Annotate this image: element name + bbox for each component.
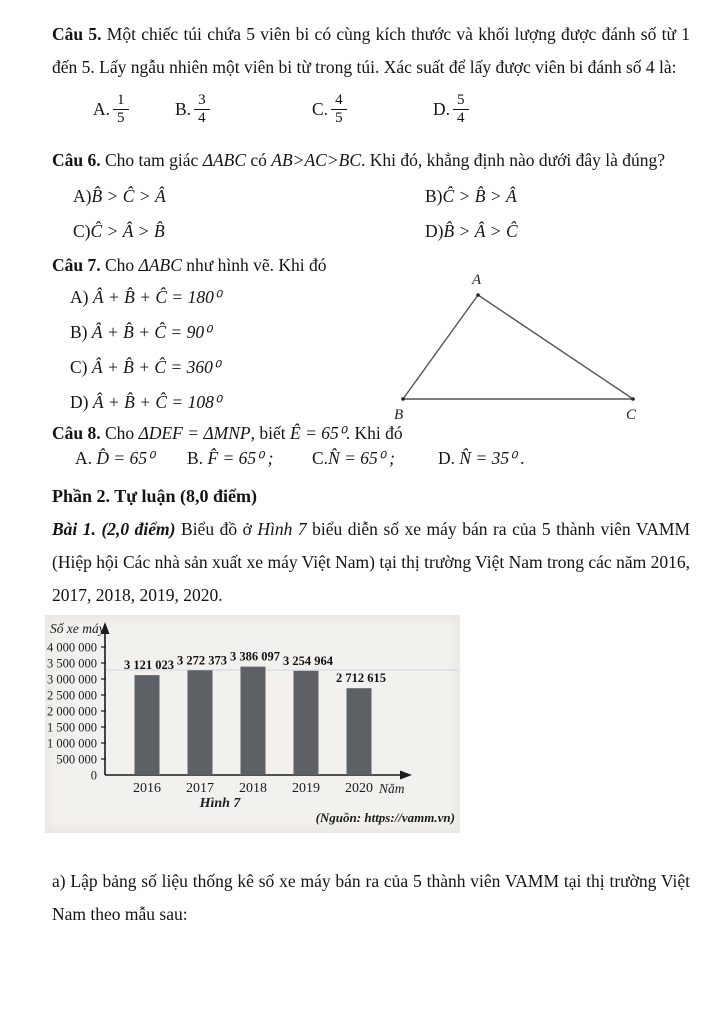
option-c-label: C. (312, 99, 329, 119)
option-c: C.N̂ = 65⁰ ; (312, 448, 396, 468)
part-2-heading: Phần 2. Tự luận (8,0 điểm) (52, 486, 258, 506)
question-8-options (52, 450, 690, 480)
question-5-text: Một chiếc túi chứa 5 viên bi có cùng kích thước và khối lượng được đánh số từ 1 đến 5. Lấy ngẫu nhiên một viên bi từ trong túi. Xác suất để lấy được viên bi đánh số 4 là: (52, 24, 691, 77)
math-expression: Ê = 65⁰ (290, 423, 346, 443)
x-tick-label: 2019 (292, 781, 320, 796)
math-expression: N̂ = 65⁰ ; (328, 448, 396, 468)
option-b: B. F̂ = 65⁰ ; (187, 448, 274, 468)
option-b: B) Â + B̂ + Ĉ = 90⁰ (70, 322, 212, 342)
question-6-text: Cho tam giác (100, 150, 203, 170)
y-tick-label: 0 (90, 768, 97, 783)
fraction (194, 92, 210, 127)
x-tick-label: 2018 (239, 781, 267, 796)
numerator: 5 (453, 92, 469, 110)
y-axis-title: Số xe máy (50, 621, 105, 636)
question-7-label: Câu 7. (52, 255, 101, 275)
question-7: Câu 7. Cho ΔABC như hình vẽ. Khi đó (52, 255, 327, 275)
question-6: Câu 6. Cho tam giác ΔABC có AB>AC>BC. Khi đó, khẳng định nào dưới đây là đúng? (52, 150, 666, 170)
question-8-label: Câu 8. (52, 423, 101, 443)
figure-reference: Hình 7 (257, 519, 307, 539)
denominator: 4 (457, 110, 465, 126)
x-tick-label: 2016 (133, 781, 161, 796)
triangle-symbol: ΔABC (138, 255, 182, 275)
bar-value-label: 3 121 023 (124, 658, 174, 673)
numerator: 3 (194, 92, 210, 110)
fraction (113, 92, 129, 127)
bar-2019 (294, 671, 319, 775)
option-a: A) Â + B̂ + Ĉ = 180⁰ (70, 287, 221, 307)
x-tick-label: 2020 (345, 781, 373, 796)
denominator: 5 (335, 110, 343, 126)
triangle-symbol: ΔABC (202, 150, 247, 170)
vertex-b-dot (401, 397, 405, 401)
option-c (312, 92, 347, 127)
bar-value-label: 3 254 964 (283, 653, 333, 668)
option-c: C) Â + B̂ + Ĉ = 360⁰ (70, 357, 220, 377)
question-6-label: Câu 6. (52, 150, 101, 170)
y-tick-label: 500 000 (56, 752, 97, 767)
problem-1: Bài 1. (2,0 điểm) Biểu đồ ở Hình 7 biểu diễn số xe máy bán ra của 5 thành viên VAMM (Hiệp hội Các nhà sản xuất xe máy Việt Nam) tại thị trường Việt Nam trong các năm 2016, 2017, 2018, 2019, 2020. (52, 519, 691, 605)
math-expression: Â + B̂ + Ĉ = 108⁰ (92, 392, 221, 412)
option-a: A)B̂ > Ĉ > Â (73, 186, 166, 206)
math-expression: Â + B̂ + Ĉ = 90⁰ (91, 322, 212, 342)
fraction (331, 92, 347, 127)
math-expression: ΔDEF = ΔMNP (138, 423, 251, 443)
math-expression: F̂ = 65⁰ ; (207, 448, 274, 468)
inequality: AB>AC>BC (271, 150, 362, 170)
bar-value-label: 3 386 097 (230, 649, 280, 664)
question-5 (52, 18, 690, 84)
triangle-figure (390, 267, 692, 425)
option-a (93, 92, 129, 127)
vertex-c-dot (631, 397, 635, 401)
option-d: D. N̂ = 35⁰ . (438, 448, 525, 468)
math-expression: B̂ > Â > Ĉ (443, 221, 518, 241)
figure-hinh-7 (45, 615, 460, 833)
option-c: C)Ĉ > Â > B̂ (73, 221, 165, 241)
vertex-a-label: A (472, 272, 482, 288)
option-d: D) Â + B̂ + Ĉ = 108⁰ (70, 392, 221, 412)
option-b-label: B. (175, 99, 192, 119)
math-expression: D̂ = 65⁰ (96, 448, 155, 468)
bar-2020 (347, 688, 372, 775)
question-8: Câu 8. Cho ΔDEF = ΔMNP, biết Ê = 65⁰. Khi đó (52, 423, 403, 443)
numerator: 4 (331, 92, 347, 110)
y-tick-label: 1 500 000 (47, 720, 97, 735)
option-d (433, 92, 469, 127)
problem-1-label: Bài 1. (52, 519, 96, 539)
y-tick-label: 2 500 000 (47, 688, 97, 703)
fraction (453, 92, 469, 127)
option-b: B)Ĉ > B̂ > Â (425, 186, 517, 206)
option-d: D)B̂ > Â > Ĉ (425, 221, 518, 241)
vertex-a-dot (476, 293, 480, 297)
bar-2018 (241, 667, 266, 775)
option-d-label: D. (433, 99, 451, 119)
math-expression: Â + B̂ + Ĉ = 360⁰ (91, 357, 220, 377)
y-tick-label: 4 000 000 (47, 640, 97, 655)
subquestion-a: a) Lập bảng số liệu thống kê số xe máy bán ra của 5 thành viên VAMM tại thị trường Việt Nam theo mẫu sau: (52, 871, 690, 924)
denominator: 4 (198, 110, 206, 126)
question-6-options (52, 177, 690, 249)
x-tick-label: 2017 (186, 781, 214, 796)
denominator: 5 (117, 110, 125, 126)
x-axis-title: Năm (379, 781, 405, 796)
bar-2016 (135, 675, 160, 775)
question-7-block (52, 249, 690, 423)
math-expression: Â + B̂ + Ĉ = 180⁰ (92, 287, 221, 307)
math-expression: B̂ > Ĉ > Â (91, 186, 166, 206)
bar-chart (45, 615, 460, 833)
problem-1-points: (2,0 điểm) (95, 519, 182, 539)
option-b (175, 92, 210, 127)
question-5-label: Câu 5. (52, 24, 102, 44)
y-tick-label: 2 000 000 (47, 704, 97, 719)
math-expression: N̂ = 35⁰ . (459, 448, 525, 468)
y-tick-label: 1 000 000 (47, 736, 97, 751)
y-tick-label: 3 000 000 (47, 672, 97, 687)
figure-source: (Nguồn: https://vamm.vn) (315, 810, 455, 825)
math-expression: Ĉ > B̂ > Â (442, 186, 517, 206)
math-expression: Ĉ > Â > B̂ (90, 221, 165, 241)
figure-caption: Hình 7 (199, 796, 241, 811)
numerator: 1 (113, 92, 129, 110)
option-a: A. D̂ = 65⁰ (75, 448, 155, 468)
vertex-b-label: B (394, 407, 404, 423)
bar-2017 (188, 670, 213, 775)
y-tick-label: 3 500 000 (47, 656, 97, 671)
triangle-side-ab (403, 295, 478, 399)
bar-value-label: 2 712 615 (336, 671, 386, 686)
bar-value-label: 3 272 373 (177, 653, 227, 668)
option-a-label: A. (93, 99, 111, 119)
question-5-options (52, 84, 690, 144)
triangle-side-ac (478, 295, 633, 399)
vertex-c-label: C (626, 407, 637, 423)
x-axis-arrow (400, 771, 412, 780)
